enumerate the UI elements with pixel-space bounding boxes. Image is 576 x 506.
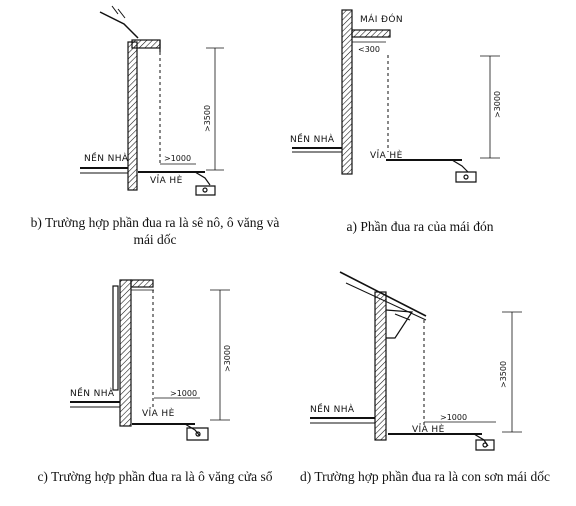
panel-c-caption: c) Trường hợp phần đua ra là ô văng cửa sổ: [37, 469, 273, 484]
panel-c-curb: [187, 428, 208, 440]
panel-a-wall: [342, 10, 352, 174]
panel-a-sidewalk-label: VỈA HÈ: [370, 151, 403, 161]
panel-a-caption: a) Phần đua ra của mái đón: [346, 219, 494, 234]
panel-a-canopy: [352, 30, 390, 37]
panel-c-wall: [120, 280, 131, 426]
panel-b-roof: [100, 12, 138, 38]
panel-c-window: [113, 286, 118, 390]
panel-c-height-dim: >3000: [223, 344, 232, 372]
panel-b-curb: [196, 186, 215, 195]
panel-b-sidewalk-label: VỈA HÈ: [150, 176, 183, 186]
panel-d-height-dim: >3500: [499, 360, 508, 388]
panel-c-projection-dim: >1000: [170, 389, 198, 398]
panel-b-drawing: [80, 6, 224, 195]
panel-d-bracket: [386, 310, 412, 338]
panel-b-projection-dim: >1000: [164, 154, 192, 163]
panel-c-floor-label: NỀN NHÀ: [70, 389, 115, 399]
panel-a-floor-label: NỀN NHÀ: [290, 135, 335, 145]
panel-a-canopy-label: MÁI ĐÓN: [360, 15, 404, 25]
panel-d-projection-dim: >1000: [440, 413, 468, 422]
panel-a-canopy-dim: <300: [358, 45, 380, 54]
panel-b-height-dim: >3500: [203, 104, 212, 132]
panel-d-caption: d) Trường hợp phần đua ra là con sơn mái dốc: [300, 469, 550, 484]
panel-d-sidewalk-label: VỈA HÈ: [412, 425, 445, 435]
panel-c-sidewalk-label: VỈA HÈ: [142, 409, 175, 419]
panel-d-drawing: [310, 272, 522, 450]
panel-b-wall: [128, 42, 137, 190]
panel-b-caption: b) Trường hợp phần đua ra là sê nô, ô văng và mái dốc: [30, 215, 280, 247]
panel-a-curb: [456, 172, 476, 182]
panel-c-sunshade: [131, 280, 153, 287]
panel-d-floor-label: NỀN NHÀ: [310, 405, 355, 415]
panel-d-wall: [375, 292, 386, 440]
panel-a-height-dim: >3000: [493, 90, 502, 118]
panel-b-floor-label: NỀN NHÀ: [84, 154, 129, 164]
